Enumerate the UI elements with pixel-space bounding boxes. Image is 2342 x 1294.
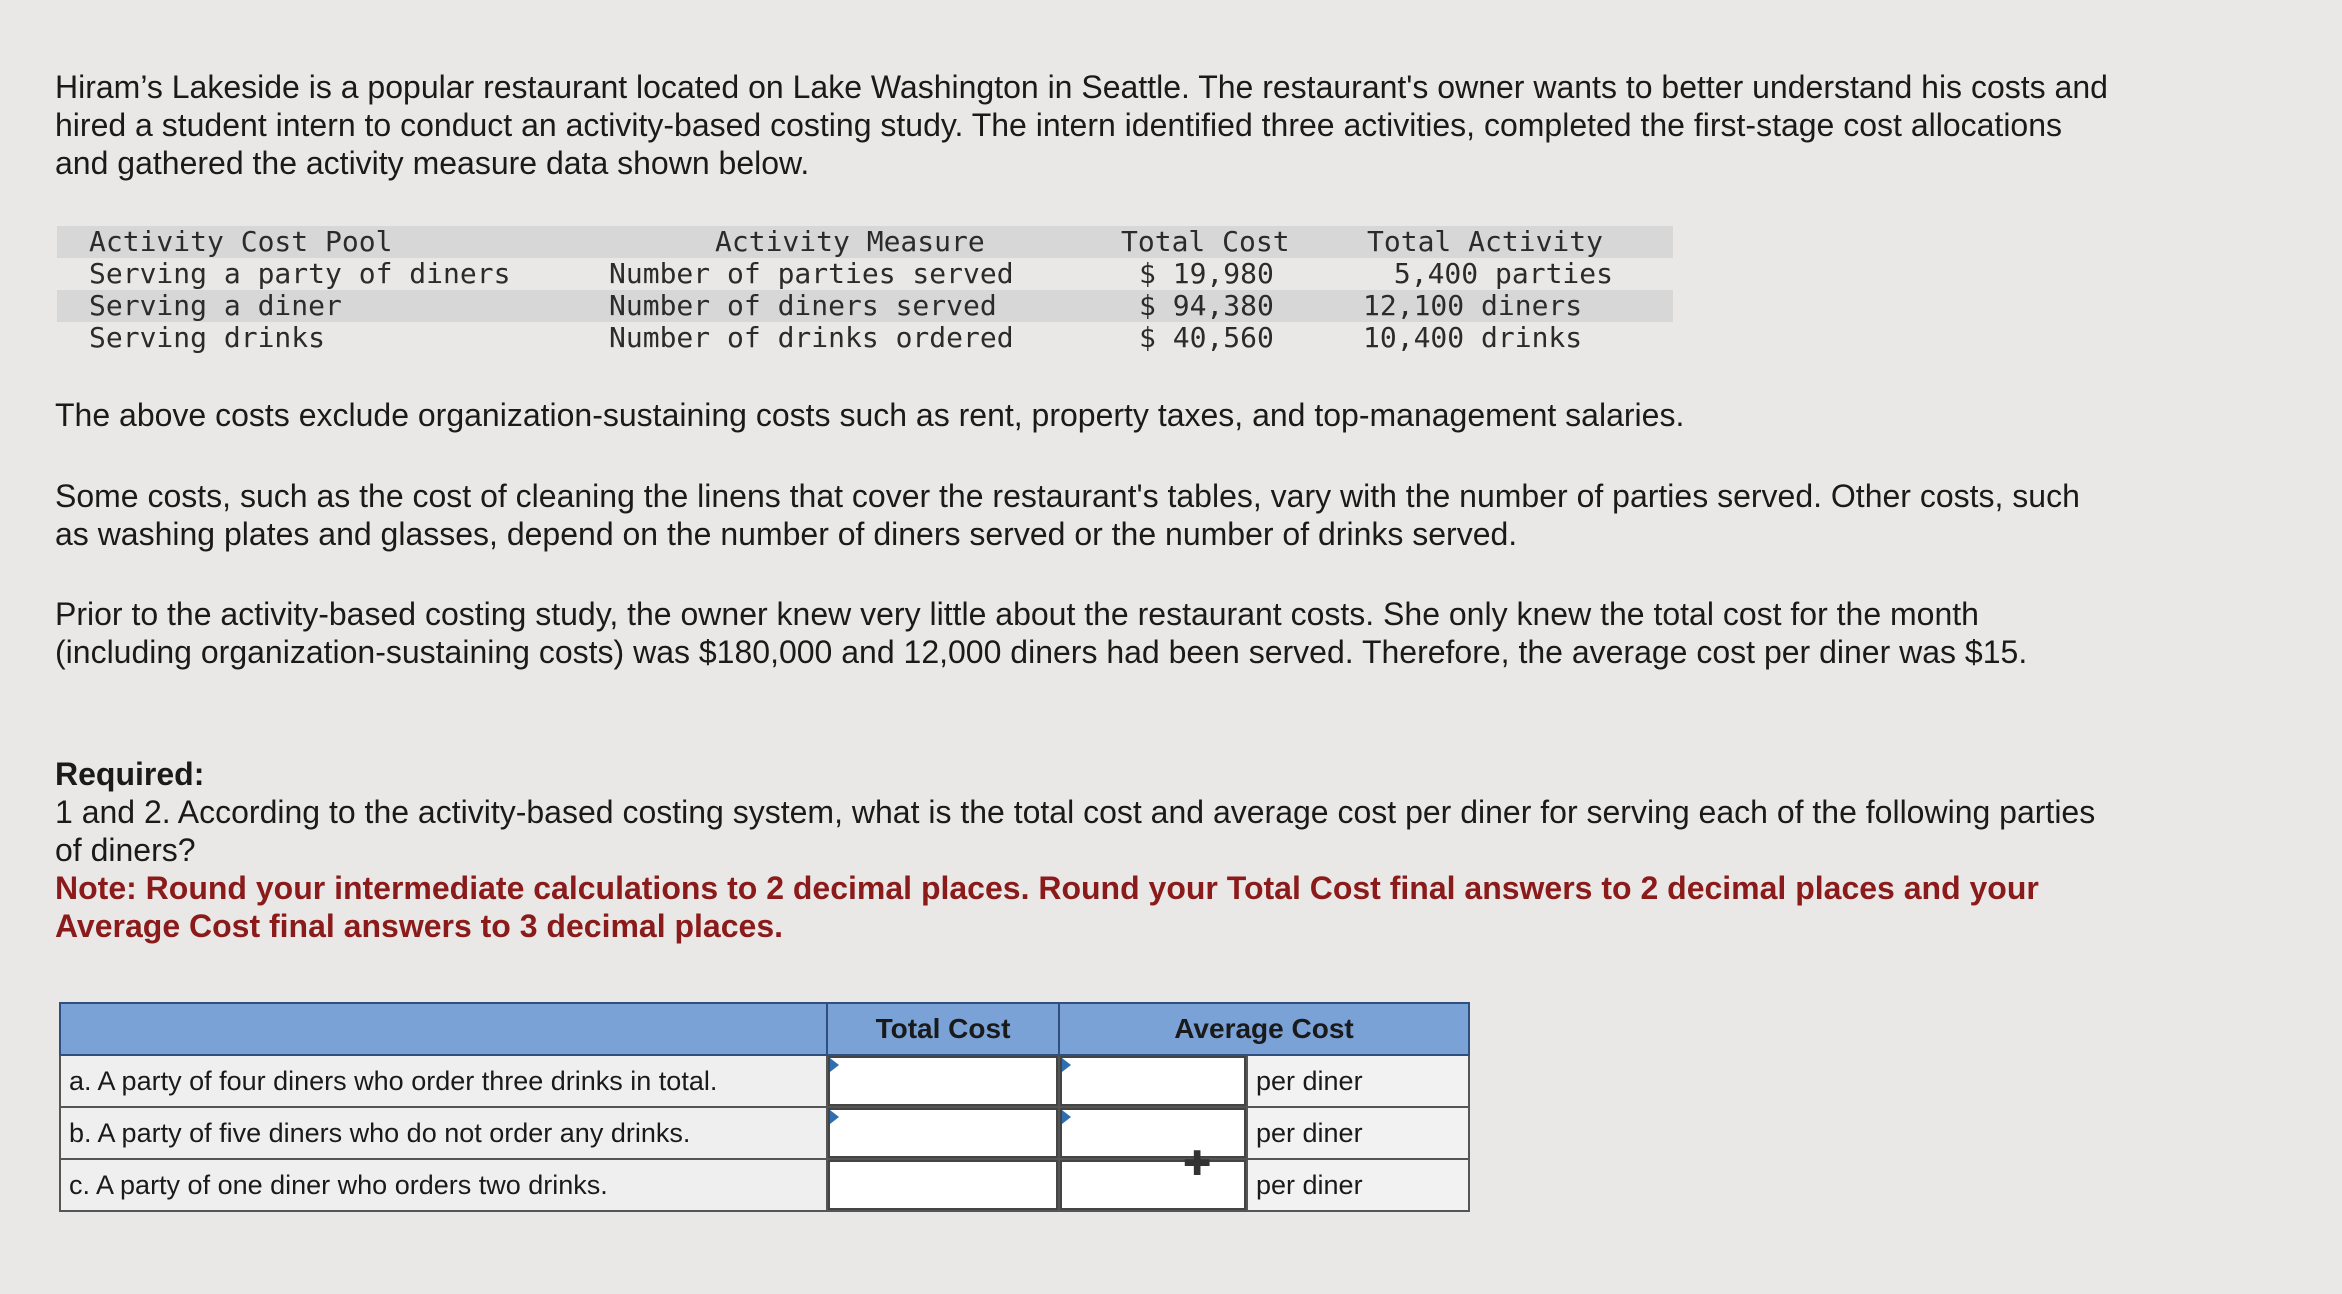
activity-total-activity: 12,100 diners — [1363, 289, 1583, 322]
total-cost-cell — [827, 1159, 1059, 1211]
total-cost-cell — [827, 1055, 1059, 1107]
exclusion-paragraph: The above costs exclude organization-sustaining costs such as rent, property taxes, and top-management salaries. — [55, 397, 1685, 433]
party-a-label: a. A party of four diners who order three drinks in total. — [60, 1055, 827, 1107]
activity-measure: Number of drinks ordered — [609, 321, 1014, 354]
header-total-cost: Total Cost — [1121, 225, 1290, 258]
party-b-total-cost-input[interactable] — [828, 1108, 1058, 1158]
header-activity-measure: Activity Measure — [715, 225, 985, 258]
party-b-average-cost-input[interactable] — [1060, 1108, 1246, 1158]
answer-row — [60, 1107, 1469, 1159]
activity-pool: Serving a diner — [89, 289, 342, 322]
per-diner-label: per diner — [1247, 1055, 1469, 1107]
input-marker-icon — [830, 1058, 839, 1072]
party-a-average-cost-input[interactable] — [1060, 1056, 1246, 1106]
input-marker-icon — [1062, 1110, 1071, 1124]
party-c-label: c. A party of one diner who orders two drinks. — [60, 1159, 827, 1211]
required-title: Required: — [55, 756, 205, 792]
avg-cost-cell — [1059, 1055, 1247, 1107]
total-cost-cell — [827, 1107, 1059, 1159]
per-diner-label: per diner — [1247, 1107, 1469, 1159]
party-a-total-cost-input[interactable] — [828, 1056, 1058, 1106]
answer-row — [60, 1055, 1469, 1107]
answer-table-header — [60, 1003, 1469, 1055]
activity-measure: Number of diners served — [609, 289, 997, 322]
answer-row — [60, 1159, 1469, 1211]
party-b-label: b. A party of five diners who do not order any drinks. — [60, 1107, 827, 1159]
header-blank — [60, 1003, 827, 1055]
activity-total-cost: $ 94,380 — [1139, 289, 1274, 322]
header-total-cost: Total Cost — [827, 1003, 1059, 1055]
avg-cost-cell — [1059, 1107, 1247, 1159]
activity-total-activity: 5,400 parties — [1377, 257, 1614, 290]
activity-total-cost: $ 19,980 — [1139, 257, 1274, 290]
required-section — [55, 755, 2115, 945]
activity-row — [57, 322, 1673, 354]
answer-table — [59, 1002, 1470, 1212]
activity-row — [57, 290, 1673, 322]
per-diner-label: per diner — [1247, 1159, 1469, 1211]
intro-paragraph: Hiram’s Lakeside is a popular restaurant located on Lake Washington in Seattle. The restaurant's owner wants to better understand his costs and hired a student intern to conduct an activity-based costing study. The intern identified three activities, completed the first-stage cost allocations and gathered the activity measure data shown below. — [55, 69, 2108, 181]
avg-cost-cell — [1059, 1159, 1247, 1211]
party-c-average-cost-input[interactable] — [1060, 1160, 1246, 1210]
activity-data-table — [57, 226, 1673, 354]
cost-drivers-paragraph: Some costs, such as the cost of cleaning the linens that cover the restaurant's tables, vary with the number of parties served. Other costs, such as washing plates and glasses, depend on the number of diners served or the number of drinks served. — [55, 478, 2080, 552]
activity-row — [57, 258, 1673, 290]
input-marker-icon — [830, 1110, 839, 1124]
activity-total-activity: 10,400 drinks — [1363, 321, 1583, 354]
activity-total-cost: $ 40,560 — [1139, 321, 1274, 354]
input-marker-icon — [1062, 1058, 1071, 1072]
prior-cost-paragraph: Prior to the activity-based costing study, the owner knew very little about the restaurant costs. She only knew the total cost for the month (including organization-sustaining costs) was $180,000 and 12,000 diners had been served. Therefore, the average cost per diner was $15. — [55, 596, 2028, 670]
activity-pool: Serving drinks — [89, 321, 326, 354]
header-total-activity: Total Activity — [1367, 225, 1604, 258]
header-activity-cost-pool: Activity Cost Pool — [89, 225, 393, 258]
move-cursor-icon: ✚ — [1183, 1144, 1212, 1184]
header-average-cost: Average Cost — [1059, 1003, 1469, 1055]
activity-measure: Number of parties served — [609, 257, 1014, 290]
activity-table-header — [57, 226, 1673, 258]
required-question: 1 and 2. According to the activity-based costing system, what is the total cost and average cost per diner for serving each of the following parties of diners? — [55, 794, 2096, 868]
party-c-total-cost-input[interactable] — [828, 1160, 1058, 1210]
rounding-note: Note: Round your intermediate calculations to 2 decimal places. Round your Total Cost final answers to 2 decimal places and your Average Cost final answers to 3 decimal places. — [55, 870, 2039, 944]
activity-pool: Serving a party of diners — [89, 257, 511, 290]
